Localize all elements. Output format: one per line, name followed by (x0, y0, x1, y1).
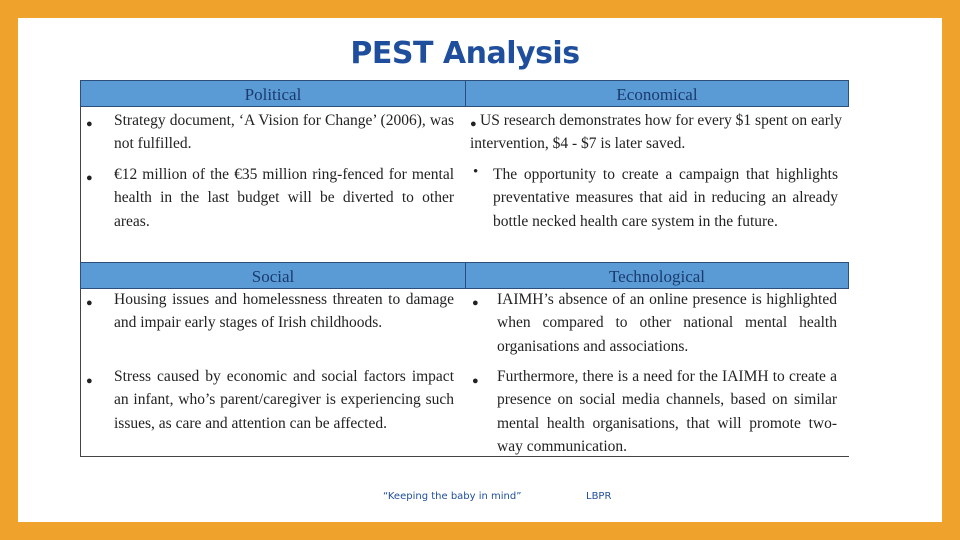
bullet-icon: • (473, 164, 479, 180)
bullet-icon: ● (86, 375, 93, 387)
social-item-2: Stress caused by economic and social factors impact an infant, who’s parent/caregiver is experiencing such issues, as care and attention can be affected. (114, 368, 454, 432)
technological-item-1: IAIMH’s absence of an online presence is highlighted when compared to other national mental health organisations and associations. (497, 291, 837, 355)
technological-header: Technological (465, 262, 849, 289)
bullet-icon: ● (86, 172, 93, 184)
social-header: Social (80, 262, 465, 289)
technological-item-2: Furthermore, there is a need for the IAIMH to create a presence on social media channels, based on similar mental health organisations, that will promote two-way communication. (497, 368, 837, 455)
page-title: PEST Analysis (350, 36, 580, 71)
economical-item-1: US research demonstrates how for every $1 spent on early intervention, $4 - $7 is later saved. (470, 112, 842, 153)
footer-brand: LBPR (586, 491, 612, 502)
footer-tagline: “Keeping the baby in mind” (383, 491, 522, 502)
bullet-icon: ● (470, 118, 477, 130)
political-item-1: Strategy document, ‘A Vision for Change’ (2006), was not fulfilled. (114, 112, 454, 153)
bullet-icon: ● (472, 375, 479, 387)
political-item-2: €12 million of the €35 million ring-fenced for mental health in the last budget will be diverted to other areas. (114, 166, 454, 230)
social-item-1: Housing issues and homelessness threaten to damage and impair early stages of Irish childhoods. (114, 291, 454, 332)
bullet-icon: ● (86, 297, 93, 309)
economical-header: Economical (465, 80, 849, 107)
economical-item-2: The opportunity to create a campaign that highlights preventative measures that aid in reducing an already bottle necked health care system in the future. (493, 166, 838, 230)
political-header: Political (80, 80, 465, 107)
bullet-icon: ● (86, 118, 93, 130)
bullet-icon: ● (472, 297, 479, 309)
